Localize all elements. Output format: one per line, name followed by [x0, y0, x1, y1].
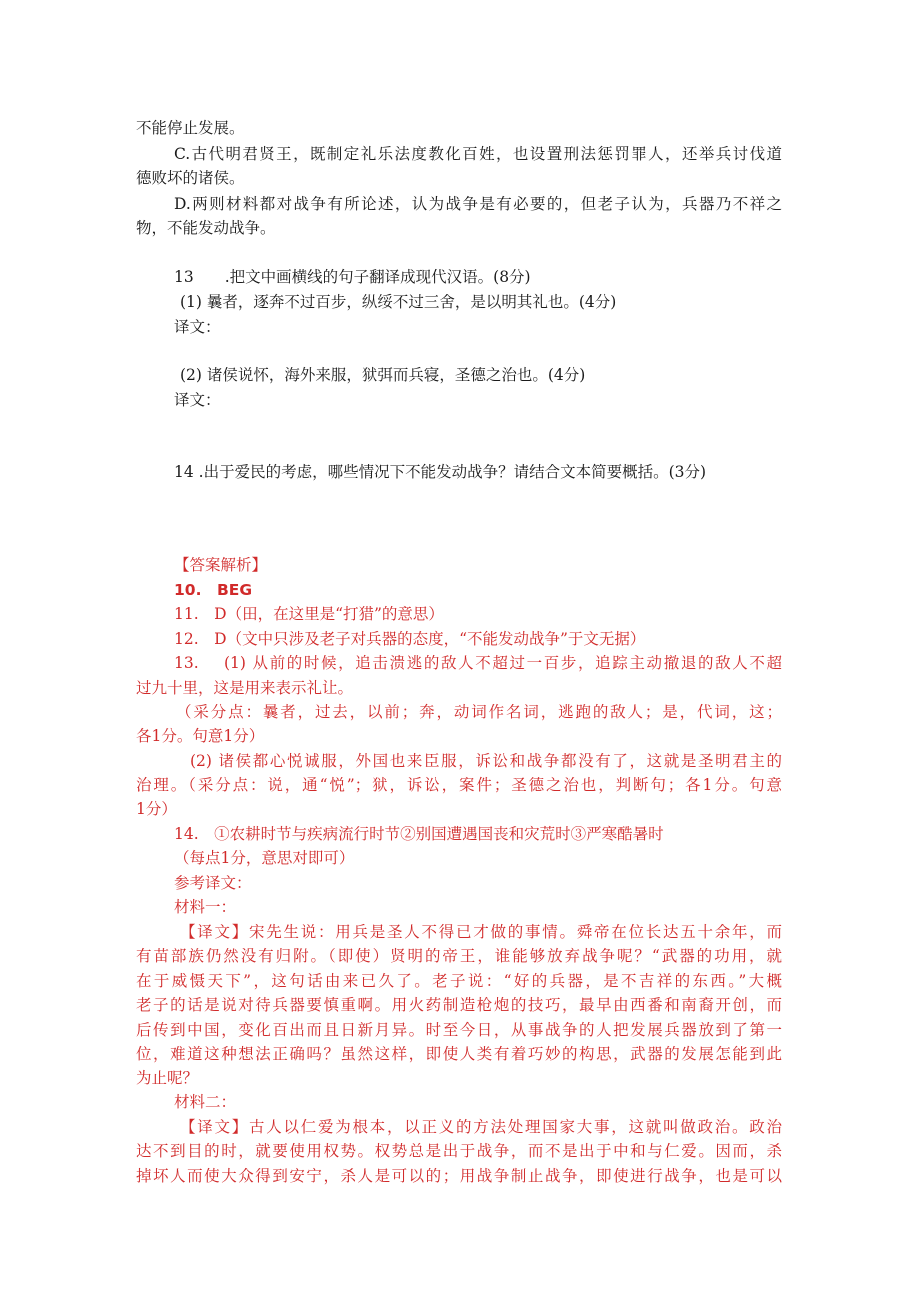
answer-13-line5: (2) 诸侯都心悦诚服，外国也来臣服，诉讼和战争都没有了，这就是圣明君主的 — [190, 752, 782, 770]
material-1-line4: 老子的话是说对待兵器要慎重啊。用火药制造枪炮的技巧，最早由西番和南裔开创，而 — [136, 996, 782, 1014]
material-1-line6: 位，难道这种想法正确吗？虽然这样，即使人类有着巧妙的构思，武器的发展怎能到此 — [136, 1045, 782, 1063]
translation-label-1: 译文： — [174, 318, 221, 336]
text-line: 不能停止发展。 — [136, 119, 245, 137]
translation-label-2: 译文： — [174, 391, 221, 409]
answer-14-line2: （每点1分，意思对即可） — [174, 849, 355, 867]
reference-translation-label: 参考译文： — [174, 874, 252, 892]
material-1-line1: 【译文】宋先生说：用兵是圣人不得已才做的事情。舜帝在位长达五十余年，而 — [180, 923, 782, 941]
material-1-line3: 在于威慑天下”，这句话由来已久了。老子说：“好的兵器，是不吉祥的东西。”大概 — [136, 972, 782, 990]
answer-10: 10. BEG — [174, 581, 253, 599]
answer-13-line4: 各1分。句意1分） — [136, 727, 265, 745]
material-2-line1: 【译文】古人以仁爱为根本，以正义的方法处理国家大事，这就叫做政治。政治 — [180, 1118, 782, 1136]
material-1-title: 材料一： — [174, 898, 237, 916]
question-13: 13 .把文中画横线的句子翻译成现代汉语。(8分) — [174, 268, 531, 286]
answer-13-line1: 13. (1) 从前的时候，追击溃逃的敌人不超过一百步，追踪主动撤退的敌人不超 — [174, 654, 782, 672]
option-d-line2: 物，不能发动战争。 — [136, 219, 276, 237]
answer-header: 【答案解析】 — [174, 556, 268, 574]
answer-14-line1: 14. ①农耕时节与疾病流行时节②别国遭遇国丧和灾荒时③严寒酷暑时 — [174, 825, 664, 843]
question-13-part2: (2) 诸侯说怀，海外来服，狱弭而兵寝，圣德之治也。(4分) — [180, 366, 586, 384]
answer-13-line2: 过九十里，这是用来表示礼让。 — [136, 679, 354, 697]
material-1-line2: 有苗部族仍然没有归附。（即使）贤明的帝王，谁能够放弃战争呢？“武器的功用，就 — [136, 947, 782, 965]
option-c-line2: 德败坏的诸侯。 — [136, 169, 245, 187]
answer-13-line3: （采分点：曩者，过去，以前；奔，动词作名词，逃跑的敌人；是，代词，这； — [176, 703, 782, 721]
material-1-line7: 为止呢？ — [136, 1069, 199, 1087]
answer-12: 12. D（文中只涉及老子对兵器的态度，“不能发动战争”于文无据） — [174, 630, 646, 648]
option-d-line1: D.两则材料都对战争有所论述，认为战争是有必要的，但老子认为，兵器乃不祥之 — [174, 195, 782, 213]
question-14: 14 .出于爱民的考虑，哪些情况下不能发动战争？请结合文本简要概括。(3分) — [174, 463, 707, 481]
question-13-part1: (1) 曩者，逐奔不过百步，纵绥不过三舍，是以明其礼也。(4分) — [180, 293, 617, 311]
material-1-line5: 后传到中国，变化百出而且日新月异。时至今日，从事战争的人把发展兵器放到了第一 — [136, 1021, 782, 1039]
answer-13-line6: 治理。（采分点：说，通“悦”；狱，诉讼，案件；圣德之治也，判断句；各1分。句意 — [136, 776, 782, 794]
option-c-line1: C.古代明君贤王，既制定礼乐法度教化百姓，也设置刑法惩罚罪人，还举兵讨伐道 — [174, 145, 782, 163]
answer-13-line7: 1分） — [136, 800, 177, 818]
material-2-line3: 掉坏人而使大众得到安宁，杀人是可以的；用战争制止战争，即使进行战争，也是可以 — [136, 1167, 782, 1185]
material-2-line2: 达不到目的时，就要使用权势。权势总是出于战争，而不是出于中和与仁爱。因而，杀 — [136, 1142, 782, 1160]
material-2-title: 材料二： — [174, 1093, 237, 1111]
answer-11: 11. D（田，在这里是“打猎”的意思） — [174, 605, 444, 623]
